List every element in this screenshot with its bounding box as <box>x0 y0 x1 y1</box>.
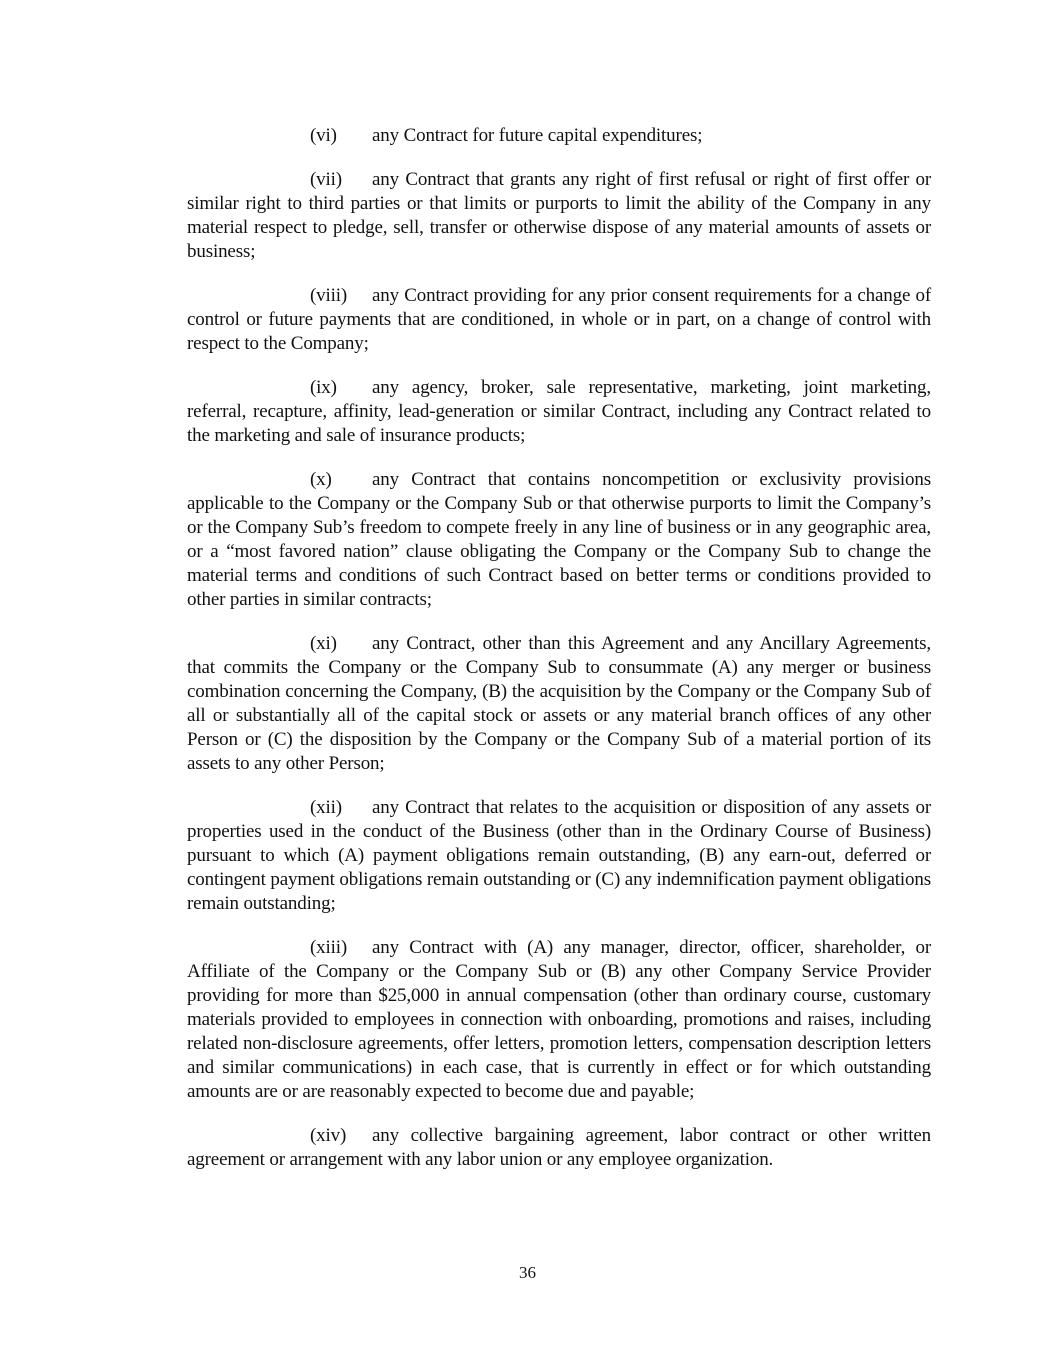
clause-text: any Contract that relates to the acquisition or disposition of any assets or properties used in the conduct of the Business (other than in the Ordinary Course of Business) pursuant to which (A) payment obligations remain outstanding, (B) any earn-out, deferred or contingent payment obligations remain outstanding or (C) any indemnification payment obligations remain outstanding; <box>187 797 931 914</box>
clause-text: any Contract providing for any prior consent requirements for a change of control or future payments that are conditioned, in whole or in part, on a change of control with respect to the Company; <box>187 285 931 354</box>
document-page <box>187 124 931 1192</box>
clause-label: (vi) <box>310 125 337 146</box>
clause-xii <box>187 796 931 916</box>
clause-label: (x) <box>310 469 332 490</box>
clause-label: (vii) <box>310 169 342 190</box>
clause-label: (viii) <box>310 285 348 306</box>
clause-text: any Contract, other than this Agreement and any Ancillary Agreements, that commits the Company or the Company Sub to consummate (A) any merger or business combination concerning the Company, (B) the acquisition by the Company or the Company Sub of all or substantially all of the capital stock or assets or any material branch offices of any other Person or (C) the disposition by the Company or the Company Sub of a material portion of its assets to any other Person; <box>187 633 931 774</box>
clause-text: any Contract that grants any right of first refusal or right of first offer or similar right to third parties or that limits or purports to limit the ability of the Company in any material respect to pledge, sell, transfer or otherwise dispose of any material amounts of assets or business; <box>187 169 931 262</box>
clause-label: (xi) <box>310 633 337 654</box>
clause-viii <box>187 284 931 356</box>
clause-text: any Contract that contains noncompetition or exclusivity provisions applicable to the Company or the Company Sub or that otherwise purports to limit the Company’s or the Company Sub’s freedom to compete freely in any line of business or in any geographic area, or a “most favored nation” clause obligating the Company or the Company Sub to change the material terms and conditions of such Contract based on better terms or conditions provided to other parties in similar contracts; <box>187 469 931 610</box>
page-number: 36 <box>519 1263 536 1282</box>
clause-xiv <box>187 1124 931 1172</box>
clause-label: (xiv) <box>310 1125 347 1146</box>
clause-vi <box>187 124 931 148</box>
clause-vii <box>187 168 931 264</box>
clause-x <box>187 468 931 612</box>
clause-text: any Contract for future capital expenditures; <box>372 125 703 146</box>
clause-label: (ix) <box>310 377 337 398</box>
clause-label: (xii) <box>310 797 342 818</box>
clause-ix <box>187 376 931 448</box>
clause-text: any agency, broker, sale representative, marketing, joint marketing, referral, recapture, affinity, lead-generation or similar Contract, including any Contract related to the marketing and sale of insurance products; <box>187 377 931 446</box>
clause-text: any Contract with (A) any manager, director, officer, shareholder, or Affiliate of the Company or the Company Sub or (B) any other Company Service Provider providing for more than $25,000 in annual compensation (other than ordinary course, customary materials provided to employees in connection with onboarding, promotions and raises, including related non-disclosure agreements, offer letters, promotion letters, compensation description letters and similar communications) in each case, that is currently in effect or for which outstanding amounts are or are reasonably expected to become due and payable; <box>187 937 931 1102</box>
clause-xiii <box>187 936 931 1104</box>
clause-text: any collective bargaining agreement, labor contract or other written agreement or arrangement with any labor union or any employee organization. <box>187 1125 931 1170</box>
clause-xi <box>187 632 931 776</box>
clause-label: (xiii) <box>310 937 348 958</box>
